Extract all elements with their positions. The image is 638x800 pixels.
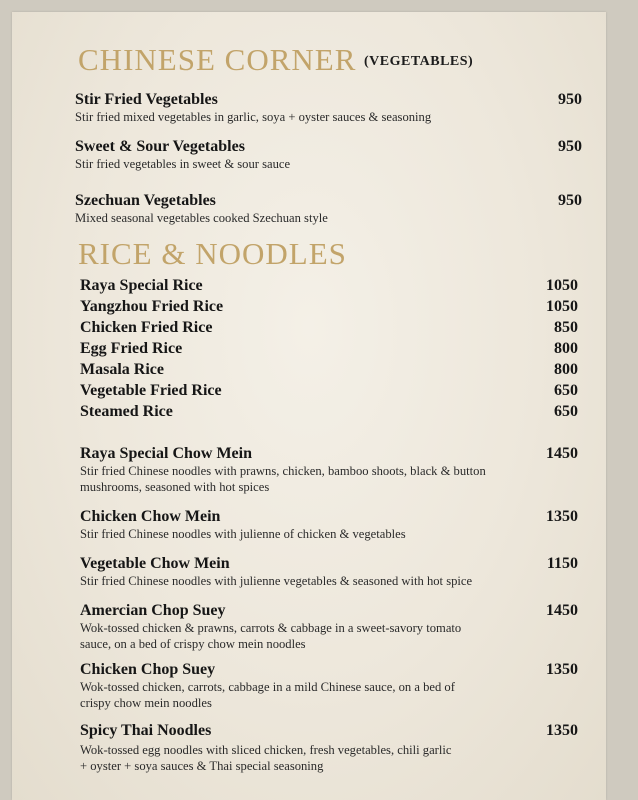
menu-item-price: 1050	[546, 277, 578, 294]
menu-item-name: Spicy Thai Noodles	[80, 722, 212, 739]
menu-item-price: 1350	[546, 722, 578, 739]
menu-item-name: Chicken Chow Mein	[80, 508, 221, 525]
menu-item-description: Wok-tossed egg noodles with sliced chicken, fresh vegetables, chili garlic	[80, 743, 452, 757]
menu-item-name: Vegetable Fried Rice	[80, 382, 222, 399]
menu-item-description: Stir fried Chinese noodles with julienne vegetables & seasoned with hot spice	[80, 574, 473, 588]
menu-item-price: 1350	[546, 661, 578, 678]
menu-item-description: + oyster + soya sauces & Thai special seasoning	[80, 759, 324, 773]
menu-item-name: Vegetable Chow Mein	[80, 555, 230, 572]
menu-item-name: Stir Fried Vegetables	[75, 91, 218, 108]
chinese-corner-subtitle: (VEGETABLES)	[364, 54, 474, 69]
menu-item-price: 950	[558, 91, 582, 108]
menu-item-description: Stir fried vegetables in sweet & sour sauce	[75, 157, 291, 171]
menu-item-name: Masala Rice	[80, 361, 164, 378]
menu-item-description: Wok-tossed chicken, carrots, cabbage in a mild Chinese sauce, on a bed of	[80, 680, 455, 694]
menu-item-name: Yangzhou Fried Rice	[80, 298, 224, 315]
menu-item-price: 1450	[546, 602, 578, 619]
chinese-corner-title: CHINESE CORNER	[78, 42, 357, 77]
menu-item-name: Raya Special Chow Mein	[80, 445, 252, 462]
menu-page	[12, 12, 606, 800]
menu-item-price: 650	[554, 382, 578, 399]
menu-item-name: Chicken Chop Suey	[80, 661, 216, 678]
menu-item-name: Sweet & Sour Vegetables	[75, 138, 245, 155]
menu-item-name: Szechuan Vegetables	[75, 192, 216, 209]
menu-item-description: mushrooms, seasoned with hot spices	[80, 480, 270, 494]
menu-item-name: Steamed Rice	[80, 403, 173, 420]
menu-item-price: 950	[558, 192, 582, 209]
menu-item-price: 1050	[546, 298, 578, 315]
menu-item-name: Chicken Fried Rice	[80, 319, 213, 336]
menu-item-price: 1450	[546, 445, 578, 462]
menu-item-description: sauce, on a bed of crispy chow mein noodles	[80, 637, 306, 651]
menu-item-description: Stir fried Chinese noodles with prawns, chicken, bamboo shoots, black & button	[80, 464, 486, 478]
menu-item-name: Raya Special Rice	[80, 277, 203, 294]
menu-item-price: 850	[554, 319, 578, 336]
menu-item-price: 1350	[546, 508, 578, 525]
rice-noodles-title: RICE & NOODLES	[78, 236, 347, 271]
menu-item-price: 650	[554, 403, 578, 420]
menu-item-description: Stir fried mixed vegetables in garlic, soya + oyster sauces & seasoning	[75, 110, 432, 124]
menu-item-price: 1150	[546, 555, 578, 572]
menu-item-name: Egg Fried Rice	[80, 340, 183, 357]
menu-item-description: Stir fried Chinese noodles with julienne of chicken & vegetables	[80, 527, 406, 541]
menu-item-price: 950	[558, 138, 582, 155]
menu-item-description: crispy chow mein noodles	[80, 696, 212, 710]
menu-item-name: Amercian Chop Suey	[80, 602, 226, 619]
menu-item-description: Wok-tossed chicken & prawns, carrots & cabbage in a sweet-savory tomato	[80, 621, 462, 635]
menu-item-price: 800	[554, 340, 578, 357]
menu-item-price: 800	[554, 361, 578, 378]
menu-item-description: Mixed seasonal vegetables cooked Szechuan style	[75, 211, 328, 225]
